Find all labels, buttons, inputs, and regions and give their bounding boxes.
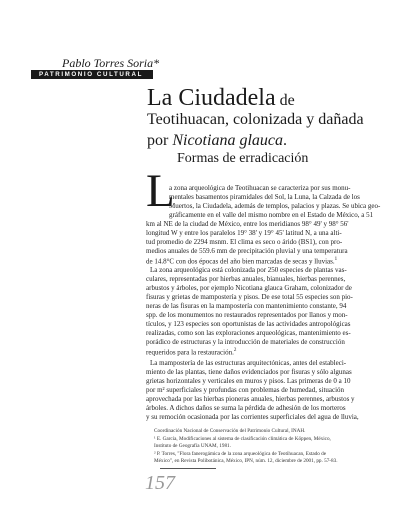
body-line: tud promedio de 2294 msnm. El clima es seco o árido (BS1), con pro- <box>146 238 343 246</box>
page-number: 157 <box>145 472 175 494</box>
species-name: Nicotiana glauca <box>172 132 283 149</box>
title-line-1 <box>147 86 295 110</box>
footnote: ² P. Torres, "Flora fanerogámica de la zona arqueológica de Teotihuacan, Estado de <box>154 451 327 457</box>
title-connector: de <box>279 92 295 109</box>
body-line: spp. de los monumentos no restaurados representados por llanos y mon- <box>146 311 348 319</box>
body-line: La zona arqueológica está colonizada por 250 especies de plantas vas- <box>150 266 347 274</box>
body-line: grietas horizontales y verticales en muros y pisos. Las primeras de 0 a 10 <box>146 377 351 385</box>
body-line: por m² superficiales y profundas con problemas de humedad, situación <box>146 386 345 394</box>
footer-rule <box>160 468 216 469</box>
author-name: Pablo Torres Soria* <box>62 56 160 70</box>
body-line: gráficamente en el valle del mismo nombre en el Estado de México, a 51 <box>169 211 374 219</box>
body-line: a zona arqueológica de Teotihuacan se caracteriza por sus monu- <box>169 184 351 192</box>
title-line-3: por Nicotiana glauca. <box>147 132 287 149</box>
title-line-2: Teotihuacan, colonizada y dañada <box>147 111 364 128</box>
body-line: mentales basamentos piramidales del Sol, la Luna, la Calzada de los <box>169 193 360 201</box>
body-line: miento de las plantas, tiene daños evidenciados por fisuras y sólo algunas <box>146 368 352 376</box>
article-subtitle: Formas de erradicación <box>177 151 309 166</box>
body-line: tículos, y 123 especies son oportunistas de las actividades antropológicas <box>146 320 351 328</box>
title-main: La Ciudadela <box>147 85 276 111</box>
section-label: PATRIMONIO CULTURAL <box>31 70 153 79</box>
body-line: fisuras y grietas de mampostería y pisos. De ese total 55 especies son pio- <box>146 293 353 301</box>
body-line: requeridos para la restauración.$^2$ <box>146 348 237 357</box>
body-line: aprovechada por las hierbas pioneras anuales, hierbas perennes, arbustos y <box>146 395 355 403</box>
body-line: realizadas, como son las exploraciones arqueológicas, mantenimiento es- <box>146 329 351 337</box>
body-line: de 14.8°C con dos épocas del año bien marcadas de secas y lluvias.$^1$ <box>146 257 338 266</box>
body-line: medios anuales de 559.6 mm de precipitación pluvial y una temperatura <box>146 247 348 255</box>
footnote-affiliation: Coordinación Nacional de Conservación del Patrimonio Cultural, INAH. <box>154 428 306 434</box>
body-line: arbustos y árboles, por ejemplo Nicotiana glauca Graham, colonizador de <box>146 284 352 292</box>
footnote-ref: 1 <box>334 257 338 262</box>
body-line: y su remoción ocasionada por las corrientes superficiales del agua de lluvia, <box>146 413 359 421</box>
footnote: ¹ E. García, Modificaciones al sistema de clasificación climática de Köppen, México, <box>154 436 331 442</box>
footnote: Instituto de Geografía UNAM, 1981. <box>154 443 231 449</box>
body-line: La mampostería de las estructuras arquitectónicas, antes del estableci- <box>150 359 347 367</box>
body-line: longitud W y entre los paralelos 19° 38' y 19° 45' latitud N, a una alti- <box>146 229 342 237</box>
body-line: culares, representadas por hierbas anuales, bianuales, hierbas perennes, <box>146 275 346 283</box>
body-line: porádico de estructuras y la introducción de materiales de construcción <box>146 338 345 346</box>
body-line: neras de las fisuras en la mampostería con mantenimiento constante, 94 <box>146 302 347 310</box>
body-line: km al NE de la ciudad de México, entre los meridianos 98° 49' y 98° 56' <box>146 220 349 228</box>
footnote-ref: 2 <box>233 348 237 353</box>
body-line: Muertos, la Ciudadela, además de templos, palacios y plazas. Se ubica geo- <box>169 202 381 210</box>
drop-cap: L <box>146 165 175 217</box>
footnote: México", en Revista Polibotánica, México, IPN, núm. 12, diciembre de 2001, pp. 57-83. <box>154 458 338 464</box>
body-line: árboles. A dichos daños se suma la pérdida de adhesión de los morteros <box>146 404 346 412</box>
